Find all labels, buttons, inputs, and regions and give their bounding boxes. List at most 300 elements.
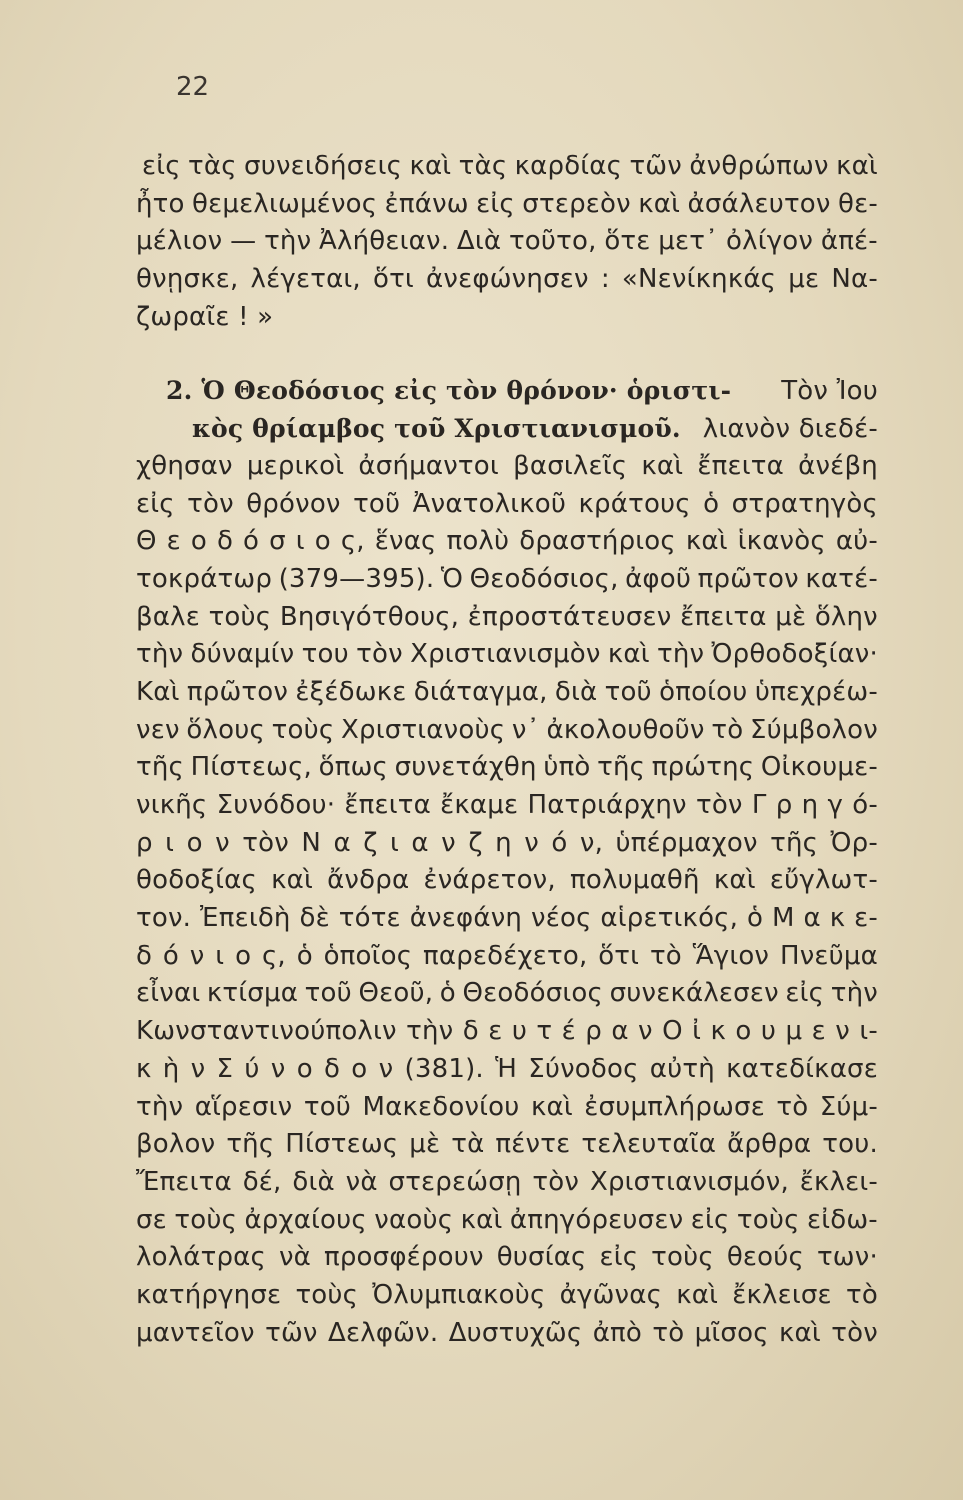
word: Ὀρθοδοξίαν· (711, 639, 878, 670)
word: τῆς (226, 1129, 275, 1160)
word: στερεὸν (522, 188, 631, 219)
text-line (136, 186, 878, 224)
word: ν (638, 1016, 653, 1047)
word: Βησιγότθους, (279, 601, 460, 632)
word: τὸν (187, 488, 234, 519)
word: α (803, 903, 821, 934)
word: υ (511, 1016, 528, 1047)
word: α (333, 827, 351, 858)
word: Να- (831, 264, 878, 295)
word: Συνόδου· (216, 790, 336, 820)
word: Πνεῦμα (779, 940, 878, 971)
word: Σύμβολον (750, 714, 878, 745)
word: τὴν (264, 226, 312, 257)
word: τοὺς (208, 601, 272, 632)
word: μαντεῖον (136, 1317, 255, 1348)
word: ν (441, 827, 456, 858)
word: καὶ (779, 1317, 821, 1348)
word: ε (488, 1016, 503, 1047)
word: έ (561, 1016, 576, 1047)
word: τοὺς (651, 1242, 714, 1273)
word: ἀσάλευτον (687, 188, 831, 219)
word: Πατριάρχην (527, 790, 687, 820)
word: κ (710, 1016, 727, 1047)
word: εἰδω- (806, 1204, 878, 1235)
word: καὶ (460, 1204, 503, 1235)
word: τὸ (776, 1091, 809, 1122)
word: ἔπειτα (697, 450, 784, 481)
word: συνεκάλεσεν (609, 978, 779, 1009)
word: η (801, 790, 819, 820)
word: α (411, 827, 429, 858)
word: καὶ (836, 151, 878, 181)
word: Χριστιανισμόν, (589, 1166, 789, 1197)
word: εἰς (142, 151, 181, 181)
word: Ἔπειτα (136, 1166, 232, 1197)
word: νέος (530, 903, 592, 934)
word: λολάτρας (136, 1242, 266, 1273)
word: του. (822, 1129, 878, 1160)
word: ἀνέβη (798, 450, 878, 481)
word: ὁ (296, 940, 313, 971)
word: ἐξέδωκε (295, 676, 407, 707)
word: δ (136, 940, 153, 971)
text-line (136, 1051, 878, 1089)
word: ἀρχαίους (244, 1204, 367, 1235)
word: ὀλίγον (726, 226, 814, 257)
word: θεούς (726, 1242, 804, 1273)
word: μῖσος (694, 1317, 769, 1348)
text-line (136, 674, 878, 712)
word: αὐτὴ (649, 1053, 715, 1084)
word: ν (270, 1053, 286, 1084)
word: Ὀρ- (830, 827, 878, 858)
word: ζ (468, 827, 483, 858)
word: αἵρεσιν (194, 1091, 293, 1122)
word: ἔπειτα (680, 601, 767, 632)
word: εἰς (785, 978, 825, 1009)
word: ἔκλεισε (732, 1279, 832, 1310)
word: (381). (404, 1053, 484, 1084)
word: ε- (854, 903, 878, 934)
word: ὁ (746, 903, 764, 934)
word: εἰς (690, 1204, 730, 1235)
word: καὶ (676, 1279, 719, 1310)
word: εἰς (136, 488, 175, 519)
word: δ (216, 526, 234, 557)
word: τοῦ (604, 676, 652, 707)
word: κτίσμα (206, 978, 299, 1009)
word: ἀνθρώπων (689, 151, 829, 181)
text-line (136, 1013, 878, 1051)
word: ἐνάρετον, (423, 865, 556, 896)
word: ο (190, 526, 207, 557)
word: μερικοὶ (246, 450, 345, 481)
word: (379—395). (278, 563, 435, 594)
word: τοὺς (174, 1204, 238, 1235)
word: ἀπὸ (592, 1317, 643, 1348)
word: μετ᾽ (658, 226, 719, 257)
word: ν (215, 827, 230, 858)
text-line (136, 599, 878, 637)
word: τὴν (657, 639, 705, 670)
word: τὰ (451, 1129, 485, 1160)
word: ε (166, 526, 181, 557)
word: Δελφῶν. (328, 1317, 439, 1348)
word: ἕνας (374, 526, 437, 557)
word: νὰ (345, 1166, 378, 1197)
word: Ἡ (495, 1053, 518, 1084)
word: θε- (838, 188, 878, 219)
word: βολον (136, 1129, 216, 1160)
word: ἀπηγόρευσεν (509, 1204, 684, 1235)
word: βαλε (136, 601, 200, 632)
word: στερεώσῃ (388, 1166, 522, 1197)
word: τοῦτο, (508, 226, 597, 257)
word: ἔκαμε (440, 790, 519, 820)
word: πολυμαθῆ (570, 865, 700, 896)
word: καὶ (409, 151, 452, 181)
word: τὰς (458, 151, 508, 181)
word: εἶναι (136, 978, 201, 1009)
text-line (136, 448, 878, 486)
text-line: ζωραῖε ! » (136, 301, 274, 332)
word: Ὀλυμπιακοὺς (372, 1279, 546, 1310)
word: ι- (859, 1016, 878, 1047)
word: λέγεται, (250, 264, 361, 295)
word: Σύμ- (819, 1091, 878, 1122)
word: ο (314, 526, 331, 557)
word: ὅτι (372, 264, 414, 295)
word: ὅτι (598, 940, 640, 971)
word: παρεδέχετο, (423, 940, 588, 971)
word: τελευταῖα (581, 1129, 717, 1160)
word: ἀσήμαντοι (358, 450, 499, 481)
word: κράτους (578, 488, 691, 519)
word: τῶν (629, 151, 682, 181)
word: συνετάχθη (394, 752, 537, 783)
word: τὴν (136, 639, 184, 670)
word: ο (735, 1016, 752, 1047)
word: καὶ (641, 450, 684, 481)
word: ἀνεφώνησεν (426, 264, 589, 295)
word: μ (785, 1016, 803, 1047)
word: ὁ (439, 978, 456, 1009)
word: ι (295, 526, 305, 557)
word: καὶ (638, 188, 681, 219)
word: πρώτης (651, 752, 755, 783)
section-heading-tail: Τὸν Ἰου (781, 376, 878, 407)
word: ὁ (703, 488, 720, 519)
word: ς, (340, 526, 365, 557)
word: δύναμίν (190, 639, 295, 670)
word: τον. (136, 903, 192, 934)
section-heading-line-1 (136, 372, 878, 410)
word: σ (269, 526, 286, 557)
word: Μακεδονίου (362, 1091, 520, 1122)
word: ν᾽ (511, 714, 540, 745)
word: τὸν (831, 1317, 878, 1348)
section-heading-tail: λιανὸν διεδέ- (702, 414, 878, 445)
word: Ν (301, 827, 322, 858)
word: ὅλην (814, 601, 878, 632)
word: θρόνον (246, 488, 341, 519)
word: Πίστεως, (190, 752, 313, 783)
word: μέλιον (136, 226, 223, 257)
word: ό (243, 526, 260, 557)
word: ἐσυμπλήρωσε (584, 1091, 765, 1122)
word: προσφέρουν (323, 1242, 484, 1273)
word: ς, (261, 940, 286, 971)
section-heading-subtitle: κὸς θρίαμβος τοῦ Χριστιανισμοῦ. (192, 414, 681, 444)
word: ο (235, 940, 252, 971)
word: ο (351, 1053, 368, 1084)
text-line (136, 1089, 878, 1127)
text-line (136, 1202, 878, 1240)
word: θοδοξίας (136, 865, 257, 896)
word: ο (296, 1053, 313, 1084)
word: Διὰ (456, 226, 502, 257)
word: — (230, 226, 257, 257)
word: τὴν (406, 1016, 454, 1047)
text-line (136, 261, 878, 299)
word: αὐ- (835, 526, 878, 557)
word: ύ (244, 1053, 260, 1084)
word: θνῃσκε, (136, 264, 239, 295)
word: δὲ (299, 903, 330, 934)
word: τὰς (188, 151, 237, 181)
text-line (136, 523, 878, 561)
word: ρ (136, 827, 153, 858)
text-line (136, 561, 878, 599)
word: ι (389, 827, 399, 858)
word: τοῦ (353, 488, 401, 519)
word: Σ (216, 1053, 234, 1084)
page-number: 22 (176, 72, 210, 102)
word: ἀπέ- (820, 226, 878, 257)
word: ἔκλει- (799, 1166, 878, 1197)
word: Θ (136, 526, 157, 557)
word: ὴ (162, 1053, 180, 1084)
word: Θεοῦ, (358, 978, 434, 1009)
word: διὰ (554, 676, 598, 707)
word: καὶ (713, 865, 756, 896)
text-line (136, 975, 878, 1013)
word: τοὺς (295, 1279, 359, 1310)
word: εἰς (599, 1242, 639, 1273)
word: Ἅγιον (692, 940, 770, 971)
word: τῶν (265, 1317, 318, 1348)
word: πολὺ (446, 526, 510, 557)
word: ὑπεχρέω- (754, 676, 878, 707)
word: ν, (579, 827, 604, 858)
word: ι (215, 940, 225, 971)
word: ἦτο (136, 188, 185, 219)
word: Κωνσταντινούπολιν (136, 1016, 397, 1047)
word: Δυστυχῶς (448, 1317, 583, 1348)
word: τὸν (356, 639, 403, 670)
word: ὅτε (604, 226, 651, 257)
word: υ (760, 1016, 777, 1047)
word: Οἰκουμε- (760, 752, 878, 783)
word: τὴν (830, 978, 878, 1009)
word: ὁποίου (659, 676, 748, 707)
text-line (136, 787, 878, 825)
word: τοῦ (303, 1091, 352, 1122)
text-line (136, 1277, 878, 1315)
word: πρῶτον (697, 563, 799, 594)
word: τὸ (711, 714, 744, 745)
word: θυσίας (496, 1242, 587, 1273)
word: ό (162, 940, 179, 971)
text-line (136, 938, 878, 976)
text-line (136, 749, 878, 787)
word: πέντε (495, 1129, 571, 1160)
word: Ἀνατολικοῦ (412, 488, 567, 519)
word: ν (835, 1016, 850, 1047)
word: ό (551, 827, 568, 858)
word: ὁποῖος (323, 940, 413, 971)
word: τὸ (652, 1317, 685, 1348)
word: ὅλους (186, 714, 265, 745)
word: η (495, 827, 512, 858)
word: σε (136, 1204, 167, 1235)
word: τὸ (649, 940, 682, 971)
word: ν (524, 827, 539, 858)
word: ρ (585, 1016, 602, 1047)
word: Θεοδόσιος (462, 978, 603, 1009)
word: τοῦ (304, 978, 352, 1009)
word: ὅπως (318, 752, 389, 783)
word: Καὶ (136, 676, 180, 707)
text-line (136, 223, 878, 261)
word: διὰ (292, 1166, 335, 1197)
word: καὶ (271, 865, 313, 896)
word: καὶ (530, 1091, 573, 1122)
word: δ (462, 1016, 479, 1047)
word: Μ (771, 903, 795, 934)
word: νεν (136, 714, 180, 745)
word: τὴν (136, 1091, 184, 1122)
word: με (788, 264, 820, 295)
word: Ο (662, 1016, 683, 1047)
word: ρ (775, 790, 793, 820)
word: τῆς (597, 752, 646, 783)
word: κ (829, 903, 846, 934)
word: μὲ (409, 1129, 441, 1160)
word: νικῆς (136, 790, 208, 820)
word: τὸν (242, 827, 289, 858)
word: τὸ (845, 1279, 878, 1310)
word: τοκράτωρ (136, 563, 273, 594)
word: ν (190, 1053, 206, 1084)
body-text (136, 148, 878, 1352)
section-heading-line-2 (136, 410, 878, 448)
word: : (600, 264, 610, 295)
word: θεμελιωμένος (192, 188, 378, 219)
word: τὸν (532, 1166, 580, 1197)
word: α (611, 1016, 629, 1047)
word: Γ (751, 790, 767, 820)
word: τῆς (770, 827, 819, 858)
word: ἀνεφάνη (409, 903, 523, 934)
word: αἱρετικός, (600, 903, 739, 934)
word: τότε (338, 903, 401, 934)
word: εὔγλωτ- (769, 865, 878, 896)
word: μὲ (775, 601, 807, 632)
word: ἀκολουθοῦν (546, 714, 705, 745)
word: τοὺς (736, 1204, 800, 1235)
paragraph-spacer (136, 336, 878, 372)
word: του (301, 639, 349, 670)
word: ἱκανὸς (737, 526, 826, 557)
word: γ (827, 790, 844, 820)
word: ζ (363, 827, 378, 858)
word: Σύνοδος (528, 1053, 639, 1084)
word: ε (811, 1016, 826, 1047)
word: κ (136, 1053, 152, 1084)
word: διάταγμα, (413, 676, 548, 707)
word: ο (186, 827, 203, 858)
word: ι (165, 827, 175, 858)
text-line (136, 1239, 878, 1277)
word: δ (324, 1053, 341, 1084)
word: κατεδίκασε (726, 1053, 878, 1084)
text-line (136, 900, 878, 938)
word: Πίστεως (285, 1129, 399, 1160)
text-line (136, 712, 878, 750)
text-line (136, 1315, 878, 1353)
word: «Νενίκηκάς (621, 264, 777, 295)
word: κατήργησε (136, 1279, 282, 1310)
word: ν (189, 940, 205, 971)
word: πρῶτον (186, 676, 289, 707)
word: Χριστιανοὺς (341, 714, 506, 745)
word: καὶ (607, 639, 650, 670)
word: βασιλεῖς (513, 450, 628, 481)
word: καρδίας (514, 151, 623, 181)
word: καὶ (685, 526, 728, 557)
section-heading-title: 2. Ὁ Θεοδόσιος εἰς τὸν θρόνον· ὁριστι- (166, 376, 732, 406)
word: τῆς (136, 752, 184, 783)
word: ἀφοῦ (625, 563, 692, 594)
word: ναοὺς (374, 1204, 454, 1235)
word: Ἐπειδὴ (200, 903, 291, 934)
word: ἐπάνω (384, 188, 469, 219)
word: χθησαν (136, 450, 233, 481)
text-line (136, 825, 878, 863)
word: των· (816, 1242, 878, 1273)
word: ἐπροστάτευσεν (467, 601, 672, 632)
word: ἄνδρα (327, 865, 410, 896)
text-line (136, 636, 878, 674)
text-line (136, 1126, 878, 1164)
word: ὑπὸ (543, 752, 591, 783)
text-line (136, 862, 878, 900)
word: ἔπειτα (344, 790, 431, 820)
word: ὑπέρμαχον (615, 827, 758, 858)
word: ν (378, 1053, 394, 1084)
word: Ἀλήθειαν. (319, 226, 450, 257)
word: ἄρθρα (727, 1129, 812, 1160)
text-line (136, 1164, 878, 1202)
word: τ (536, 1016, 553, 1047)
word: Ὁ (440, 563, 464, 594)
word: Θεοδόσιος, (469, 563, 619, 594)
word: νὰ (278, 1242, 312, 1273)
text-line (136, 486, 878, 524)
word: εἰς (476, 188, 515, 219)
